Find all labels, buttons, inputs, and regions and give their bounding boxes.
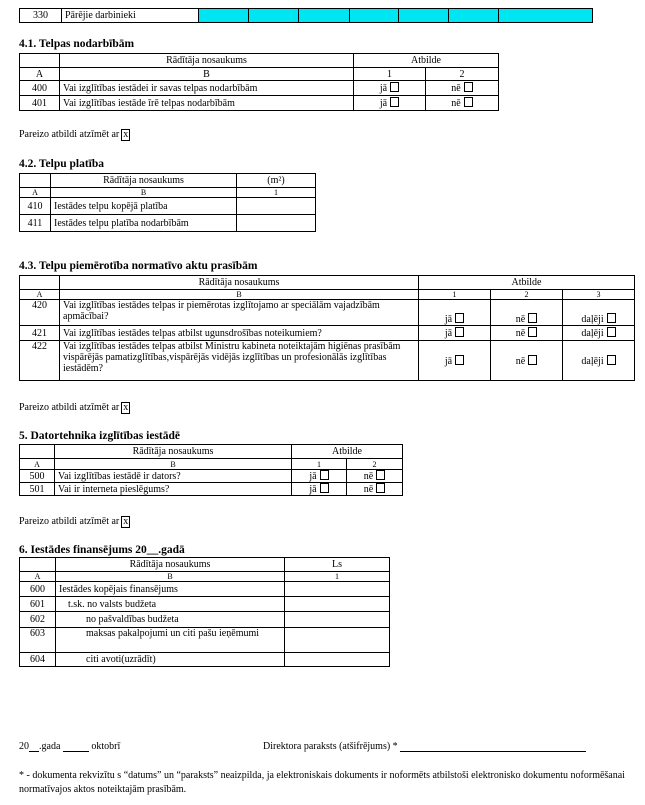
section-title-4-3: 4.3. Telpu piemērotība normatīvo aktu prasībām	[19, 260, 258, 272]
value-cell[interactable]	[285, 653, 390, 667]
table-row	[20, 582, 390, 597]
header-b: B	[60, 290, 419, 300]
cyan-cell[interactable]	[299, 9, 350, 23]
table-row	[20, 483, 403, 496]
section-title-4-1: 4.1. Telpas nodarbībām	[19, 38, 135, 50]
date-line	[19, 741, 120, 752]
checkbox-icon[interactable]	[455, 355, 464, 365]
checkbox-icon[interactable]	[607, 313, 616, 323]
checkbox-icon[interactable]	[528, 327, 537, 337]
answer-partly[interactable]: daļēji	[563, 341, 635, 381]
header-1: 1	[354, 68, 426, 81]
cyan-cell[interactable]	[350, 9, 399, 23]
row-code: 401	[20, 96, 60, 111]
header-1: 1	[237, 188, 316, 198]
table-row	[20, 215, 316, 232]
answer-note: Pareizo atbildi atzīmēt ar x	[19, 402, 129, 413]
value-cell[interactable]	[285, 628, 390, 653]
table-6	[19, 557, 390, 667]
checkbox-icon[interactable]	[528, 355, 537, 365]
row-code: 411	[20, 215, 51, 232]
footnote: * - dokumenta rekvizītu s “datums” un “paraksts” neaizpilda, ja elektroniskais dokuments ir noformēts atbilstoši elektronisko dokumentu noformēšanai normatīvajos aktos noteiktajām prasībām.	[19, 770, 625, 795]
checkbox-icon[interactable]	[320, 470, 329, 480]
header-name: Rādītāja nosaukums	[51, 174, 237, 188]
answer-no[interactable]: nē	[491, 341, 563, 381]
checkbox-icon[interactable]	[455, 313, 464, 323]
section-title-4-2: 4.2. Telpu platība	[19, 158, 105, 170]
header-name: Rādītāja nosaukums	[56, 558, 285, 572]
checkbox-icon[interactable]	[528, 313, 537, 323]
header-2: 2	[347, 459, 403, 470]
header-b: B	[55, 459, 292, 470]
table-row	[20, 470, 403, 483]
header-b: B	[51, 188, 237, 198]
table-row	[20, 653, 390, 667]
header-unit: Ls	[285, 558, 390, 572]
checkbox-icon[interactable]	[390, 97, 399, 107]
header-a: A	[20, 188, 51, 198]
row-code: 501	[20, 483, 55, 496]
row-code: 602	[20, 612, 56, 628]
table-4-2	[19, 173, 316, 232]
header-a: A	[20, 290, 60, 300]
header-answer: Atbilde	[419, 276, 635, 290]
answer-yes[interactable]: jā	[292, 470, 347, 483]
row-code: 600	[20, 582, 56, 597]
answer-yes[interactable]: jā	[354, 96, 426, 111]
table-row	[20, 300, 635, 326]
row-text: Iestādes kopējais finansējums	[56, 582, 285, 597]
row-code: 330	[20, 9, 62, 23]
answer-no[interactable]: nē	[426, 96, 499, 111]
row-code: 604	[20, 653, 56, 667]
checkbox-icon[interactable]	[376, 483, 385, 493]
header-1: 1	[292, 459, 347, 470]
row-text: citi avoti(uzrādīt)	[56, 653, 285, 667]
row-code: 410	[20, 198, 51, 215]
header-b: B	[60, 68, 354, 81]
header-unit: (m²)	[237, 174, 316, 188]
table-row	[20, 628, 390, 653]
row-label: Pārējie darbinieki	[62, 9, 199, 23]
checkbox-icon[interactable]	[455, 327, 464, 337]
header-a: A	[20, 68, 60, 81]
table-row	[20, 198, 316, 215]
answer-partly[interactable]: daļēji	[563, 326, 635, 341]
checkbox-icon[interactable]	[464, 82, 473, 92]
table-row	[20, 9, 593, 23]
date-mid: .gada	[39, 741, 61, 752]
value-cell[interactable]	[237, 215, 316, 232]
row-text: Vai izglītības iestādes telpas atbilst Ministru kabineta noteiktajām higiēnas prasībām vispārējās pamatizglītības,vispārējās vidējās izglītības un profesionālās izglītības iestādēm?	[60, 341, 419, 381]
row-text: Vai izglītības iestādei ir savas telpas nodarbībām	[60, 81, 354, 96]
x-mark-icon: x	[123, 516, 129, 527]
table-row	[20, 96, 499, 111]
answer-note: Pareizo atbildi atzīmēt ar x	[19, 129, 129, 140]
header-3: 3	[563, 290, 635, 300]
row-text: Vai izglītības iestādē ir dators?	[55, 470, 292, 483]
cyan-cell[interactable]	[499, 9, 593, 23]
section-title-5: 5. Datortehnika izglītības iestādē	[19, 430, 180, 442]
header-a: A	[20, 572, 56, 582]
answer-yes[interactable]: jā	[419, 300, 491, 326]
header-b: B	[56, 572, 285, 582]
row-text: Iestādes telpu platība nodarbībām	[51, 215, 237, 232]
table-row	[20, 81, 499, 96]
value-cell[interactable]	[237, 198, 316, 215]
date-prefix: 20	[19, 741, 29, 752]
checkbox-icon[interactable]	[390, 82, 399, 92]
row-text: Vai izglītības iestādes telpas atbilst ugunsdrošības noteikumiem?	[60, 326, 419, 341]
cyan-cell[interactable]	[199, 9, 249, 23]
table-row	[20, 597, 390, 612]
table-5	[19, 444, 403, 496]
answer-no[interactable]: nē	[347, 470, 403, 483]
checkbox-icon[interactable]	[607, 327, 616, 337]
table-4-3	[19, 275, 635, 381]
x-mark-icon: x	[123, 129, 129, 140]
x-mark-icon: x	[123, 402, 129, 413]
row-code: 422	[20, 341, 60, 381]
row-code: 421	[20, 326, 60, 341]
signature-label: Direktora paraksts (atšifrējums) *	[263, 741, 398, 752]
header-name: Rādītāja nosaukums	[60, 54, 354, 68]
answer-yes[interactable]: jā	[419, 326, 491, 341]
table-4-1	[19, 53, 499, 111]
day-blank[interactable]	[63, 751, 89, 752]
signature-line	[263, 741, 586, 752]
value-cell[interactable]	[285, 597, 390, 612]
header-answer: Atbilde	[354, 54, 499, 68]
row-code: 420	[20, 300, 60, 326]
table-row	[20, 326, 635, 341]
answer-no[interactable]: nē	[347, 483, 403, 496]
row-text: Iestādes telpu kopējā platība	[51, 198, 237, 215]
row-text: Vai izglītības iestāde īrē telpas nodarbībām	[60, 96, 354, 111]
header-1: 1	[285, 572, 390, 582]
row-code: 500	[20, 470, 55, 483]
checkbox-icon[interactable]	[464, 97, 473, 107]
row-code: 603	[20, 628, 56, 653]
checkbox-icon[interactable]	[376, 470, 385, 480]
section-title-6: 6. Iestādes finansējums 20__.gadā	[19, 544, 185, 556]
header-name: Rādītāja nosaukums	[55, 445, 292, 459]
answer-yes[interactable]: jā	[292, 483, 347, 496]
answer-yes[interactable]: jā	[354, 81, 426, 96]
table-row	[20, 341, 635, 381]
row-text: no pašvaldības budžeta	[56, 612, 285, 628]
row-text: Vai izglītības iestādes telpas ir piemērotas izglītojamo ar speciālām vajadzībām apmācībai?	[60, 300, 419, 326]
header-answer: Atbilde	[292, 445, 403, 459]
answer-note: Pareizo atbildi atzīmēt ar x	[19, 516, 129, 527]
answer-no[interactable]: nē	[491, 300, 563, 326]
answer-yes[interactable]: jā	[419, 341, 491, 381]
row-code: 601	[20, 597, 56, 612]
row-text: maksas pakalpojumi un citi pašu ieņēmumi	[56, 628, 285, 653]
cyan-cell[interactable]	[249, 9, 299, 23]
header-2: 2	[491, 290, 563, 300]
answer-partly[interactable]: daļēji	[563, 300, 635, 326]
checkbox-icon[interactable]	[607, 355, 616, 365]
value-cell[interactable]	[285, 582, 390, 597]
date-suffix: oktobrī	[91, 741, 121, 752]
answer-no[interactable]: nē	[426, 81, 499, 96]
cyan-cell[interactable]	[399, 9, 449, 23]
answer-no[interactable]: nē	[491, 326, 563, 341]
header-1: 1	[419, 290, 491, 300]
checkbox-icon[interactable]	[320, 483, 329, 493]
header-a: A	[20, 459, 55, 470]
header-2: 2	[426, 68, 499, 81]
year-blank[interactable]	[29, 751, 39, 752]
table-row	[20, 612, 390, 628]
signature-blank[interactable]	[400, 751, 586, 752]
cyan-cell[interactable]	[449, 9, 499, 23]
row-text: Vai ir interneta pieslēgums?	[55, 483, 292, 496]
value-cell[interactable]	[285, 612, 390, 628]
row-code: 400	[20, 81, 60, 96]
row-text: t.sk. no valsts budžeta	[56, 597, 285, 612]
header-name: Rādītāja nosaukums	[60, 276, 419, 290]
top-table	[19, 8, 593, 23]
